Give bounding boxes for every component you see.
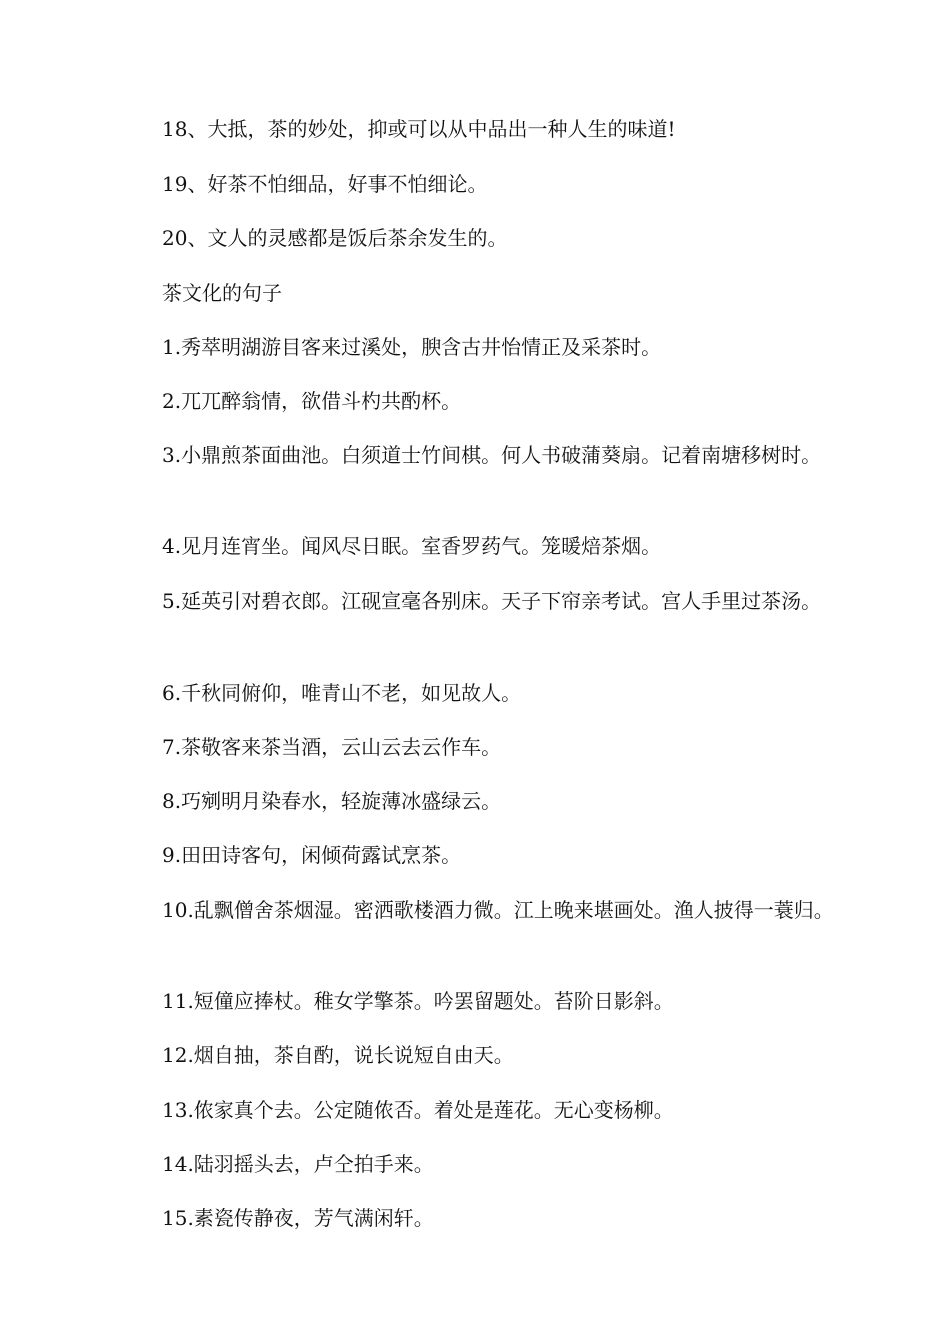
quote-18: 18、大抵，茶的妙处，抑或可以从中品出一种人生的味道! bbox=[162, 117, 676, 141]
sentence-2: 2.兀兀醉翁情，欲借斗杓共酌杯。 bbox=[162, 389, 462, 413]
sentence-5: 5.延英引对碧衣郎。江砚宣毫各别床。天子下帘亲考试。宫人手里过茶汤。 bbox=[162, 589, 822, 613]
sentence-14: 14.陆羽摇头去，卢仝拍手来。 bbox=[162, 1152, 434, 1176]
quote-19: 19、好茶不怕细品，好事不怕细论。 bbox=[162, 172, 488, 196]
sentence-6: 6.千秋同俯仰，唯青山不老，如见故人。 bbox=[162, 681, 522, 705]
sentence-8: 8.巧剜明月染春水，轻旋薄冰盛绿云。 bbox=[162, 789, 502, 813]
sentence-7: 7.茶敬客来茶当酒，云山云去云作车。 bbox=[162, 735, 502, 759]
sentence-10: 10.乱飘僧舍茶烟湿。密洒歌楼酒力微。江上晚来堪画处。渔人披得一蓑归。 bbox=[162, 898, 834, 922]
sentence-3: 3.小鼎煎茶面曲池。白须道士竹间棋。何人书破蒲葵扇。记着南塘移树时。 bbox=[162, 443, 822, 467]
sentence-15: 15.素瓷传静夜，芳气满闲轩。 bbox=[162, 1206, 434, 1230]
sentence-9: 9.田田诗客句，闲倾荷露试烹茶。 bbox=[162, 843, 462, 867]
sentence-13: 13.侬家真个去。公定随侬否。着处是莲花。无心变杨柳。 bbox=[162, 1098, 674, 1122]
sentence-11: 11.短僮应捧杖。稚女学擎茶。吟罢留题处。苔阶日影斜。 bbox=[162, 989, 674, 1013]
sentence-4: 4.见月连宵坐。闻风尽日眠。室香罗药气。笼暖焙茶烟。 bbox=[162, 534, 662, 558]
quote-20: 20、文人的灵感都是饭后茶余发生的。 bbox=[162, 226, 508, 250]
sentence-1: 1.秀萃明湖游目客来过溪处，腴含古井怡情正及采茶时。 bbox=[162, 335, 662, 359]
section-heading: 茶文化的句子 bbox=[162, 281, 282, 305]
sentence-12: 12.烟自抽，茶自酌，说长说短自由天。 bbox=[162, 1043, 514, 1067]
